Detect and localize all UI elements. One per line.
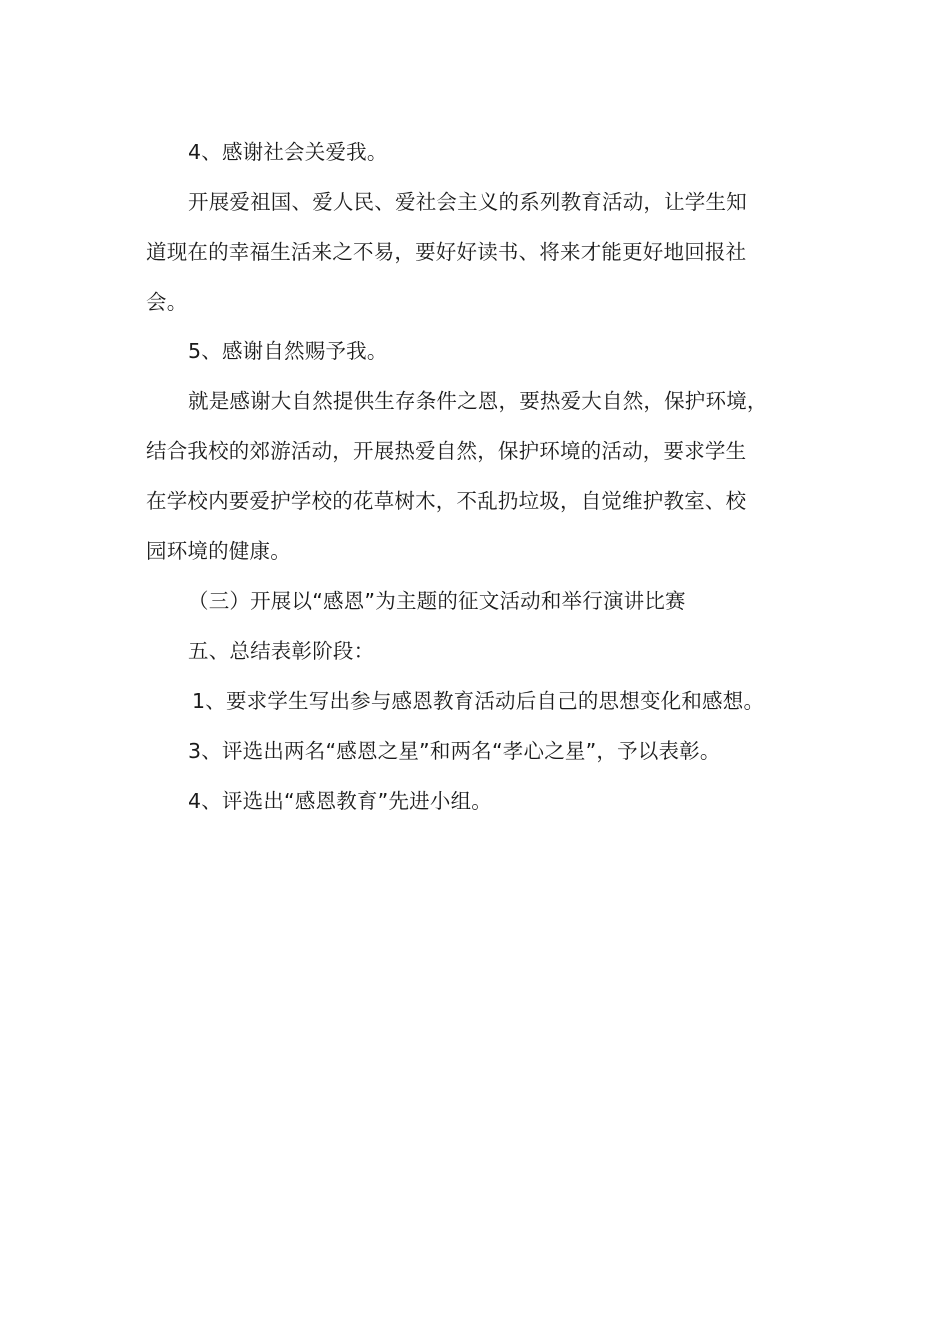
paragraph-line: 会。 <box>146 290 188 314</box>
section-heading-3: （三）开展以“感恩”为主题的征文活动和举行演讲比赛 <box>188 589 686 613</box>
paragraph-line: 开展爱祖国、爱人民、爱社会主义的系列教育活动，让学生知 <box>188 190 747 214</box>
paragraph-line: 园环境的健康。 <box>146 539 291 563</box>
heading-item-5: 5、感谢自然赐予我。 <box>188 339 388 363</box>
paragraph-line: 道现在的幸福生活来之不易，要好好读书、将来才能更好地回报社 <box>146 240 747 264</box>
list-item: 4、评选出“感恩教育”先进小组。 <box>188 789 492 813</box>
paragraph-line: 结合我校的郊游活动，开展热爱自然，保护环境的活动，要求学生 <box>146 439 747 463</box>
paragraph-line: 就是感谢大自然提供生存条件之恩，要热爱大自然，保护环境， <box>188 389 768 413</box>
list-item: 3、评选出两名“感恩之星”和两名“孝心之星”，予以表彰。 <box>188 739 721 763</box>
section-heading-5: 五、总结表彰阶段： <box>188 639 375 663</box>
paragraph-line: 在学校内要爱护学校的花草树木，不乱扔垃圾，自觉维护教室、校 <box>146 489 747 513</box>
heading-item-4: 4、感谢社会关爱我。 <box>188 140 388 164</box>
list-item: 1、要求学生写出参与感恩教育活动后自己的思想变化和感想。 <box>192 689 765 713</box>
